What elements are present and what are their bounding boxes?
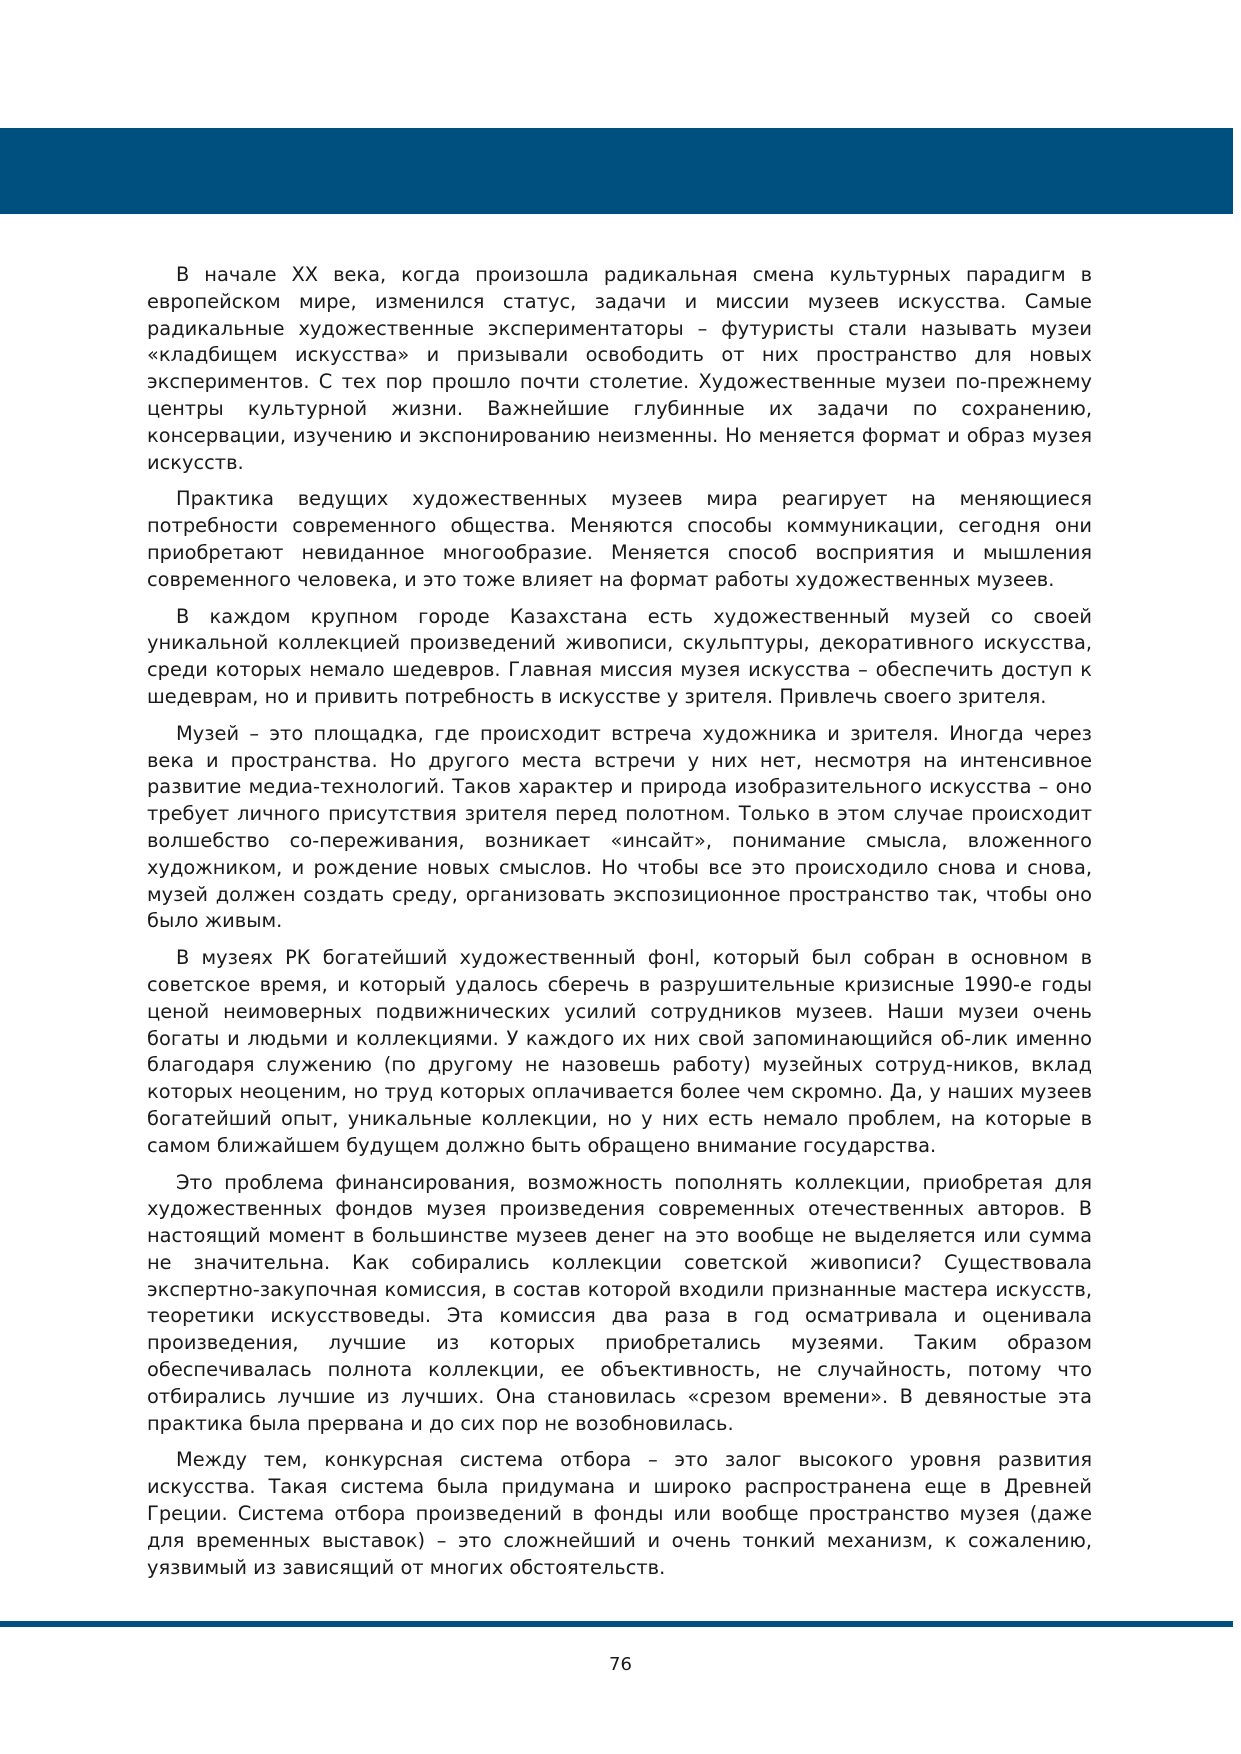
paragraph: Практика ведущих художественных музеев мира реагирует на меняющиеся потребности современного общества. Меняются способы коммуникации, сегодня они приобретают невиданное многообразие. Меняется способ восприятия и мышления современного человека, и это тоже влияет на формат работы художественных музеев.	[147, 487, 1092, 591]
paragraph: В каждом крупном городе Казахстана есть художественный музей со своей уникальной коллекцией произведений живописи, скульптуры, декоративного искусства, среди которых немало шедевров. Главная миссия музея искусства – обеспечить доступ к шедеврам, но и привить потребность в искусстве у зрителя. Привлечь своего зрителя.	[147, 604, 1092, 708]
paragraph: В начале XX века, когда произошла радикальная смена культурных парадигм в европейском мире, изменился статус, задачи и миссии музеев искусства. Самые радикальные художественные экспериментаторы – футуристы стали называть музеи «кладбищем искусства» и призывали освободить от них пространство для новых экспериментов. С тех пор прошло почти столетие. Художественные музеи по-прежнему центры культурной жизни. Важнейшие глубинные их задачи по сохранению, консервации, изучению и экспонированию неизменны. Но меняется формат и образ музея искусств.	[147, 263, 1092, 474]
paragraph: Между тем, конкурсная система отбора – это залог высокого уровня развития искусства. Такая система была придумана и широко распространена еще в Древней Греции. Система отбора произведений в фонды или вообще пространство музея (даже для временных выставок) – это сложнейший и очень тонкий механизм, к сожалению, уязвимый из зависящий от многих обстоятельств.	[147, 1448, 1092, 1579]
footer-rule	[0, 1621, 1233, 1627]
paragraph: В музеях РК богатейший художественный фонl, который был собран в основном в советское время, и который удалось сберечь в разрушительные кризисные 1990-е годы ценой неимоверных подвижнических усилий сотрудников музеев. Наши музеи очень богаты и людьми и коллекциями. У каждого их них свой запоминающийся об-лик именно благодаря служению (по другому не назовешь работу) музейных сотруд-ников, вклад которых неоценим, но труд которых оплачивается более чем скромно. Да, у наших музеев богатейший опыт, уникальные коллекции, но у них есть немало проблем, на которые в самом ближайшем будущем должно быть обращено внимание государства.	[147, 946, 1092, 1157]
paragraph: Это проблема финансирования, возможность пополнять коллекции, приобретая для художественных фондов музея произведения современных отечественных авторов. В настоящий момент в большинстве музеев денег на это вообще не выделяется или сумма не значительна. Как собирались коллекции советской живописи? Существовала экспертно-закупочная комиссия, в состав которой входили признанные мастера искусств, теоретики искусствоведы. Эта комиссия два раза в год осматривала и оценивала произведения, лучшие из которых приобретались музеями. Таким образом обеспечивалась полнота коллекции, ее объективность, не случайность, потому что отбирались лучшие из лучших. Она становилась «срезом времени». В девяностые эта практика была прервана и до сих пор не возобновилась.	[147, 1170, 1092, 1435]
page-number: 76	[609, 1654, 632, 1675]
article-body	[147, 262, 1092, 1591]
header-band	[0, 128, 1233, 214]
paragraph: Музей – это площадка, где происходит встреча художника и зрителя. Иногда через века и пространства. Но другого места встречи у них нет, несмотря на интенсивное развитие медиа-технологий. Таков характер и природа изобразительного искусства – оно требует личного присутствия зрителя перед полотном. Только в этом случае происходит волшебство со-переживания, возникает «инсайт», понимание смысла, вложенного художником, и рождение новых смыслов. Но чтобы все это происходило снова и снова, музей должен создать среду, организовать экспозиционное пространство так, чтобы оно было живым.	[147, 721, 1092, 933]
